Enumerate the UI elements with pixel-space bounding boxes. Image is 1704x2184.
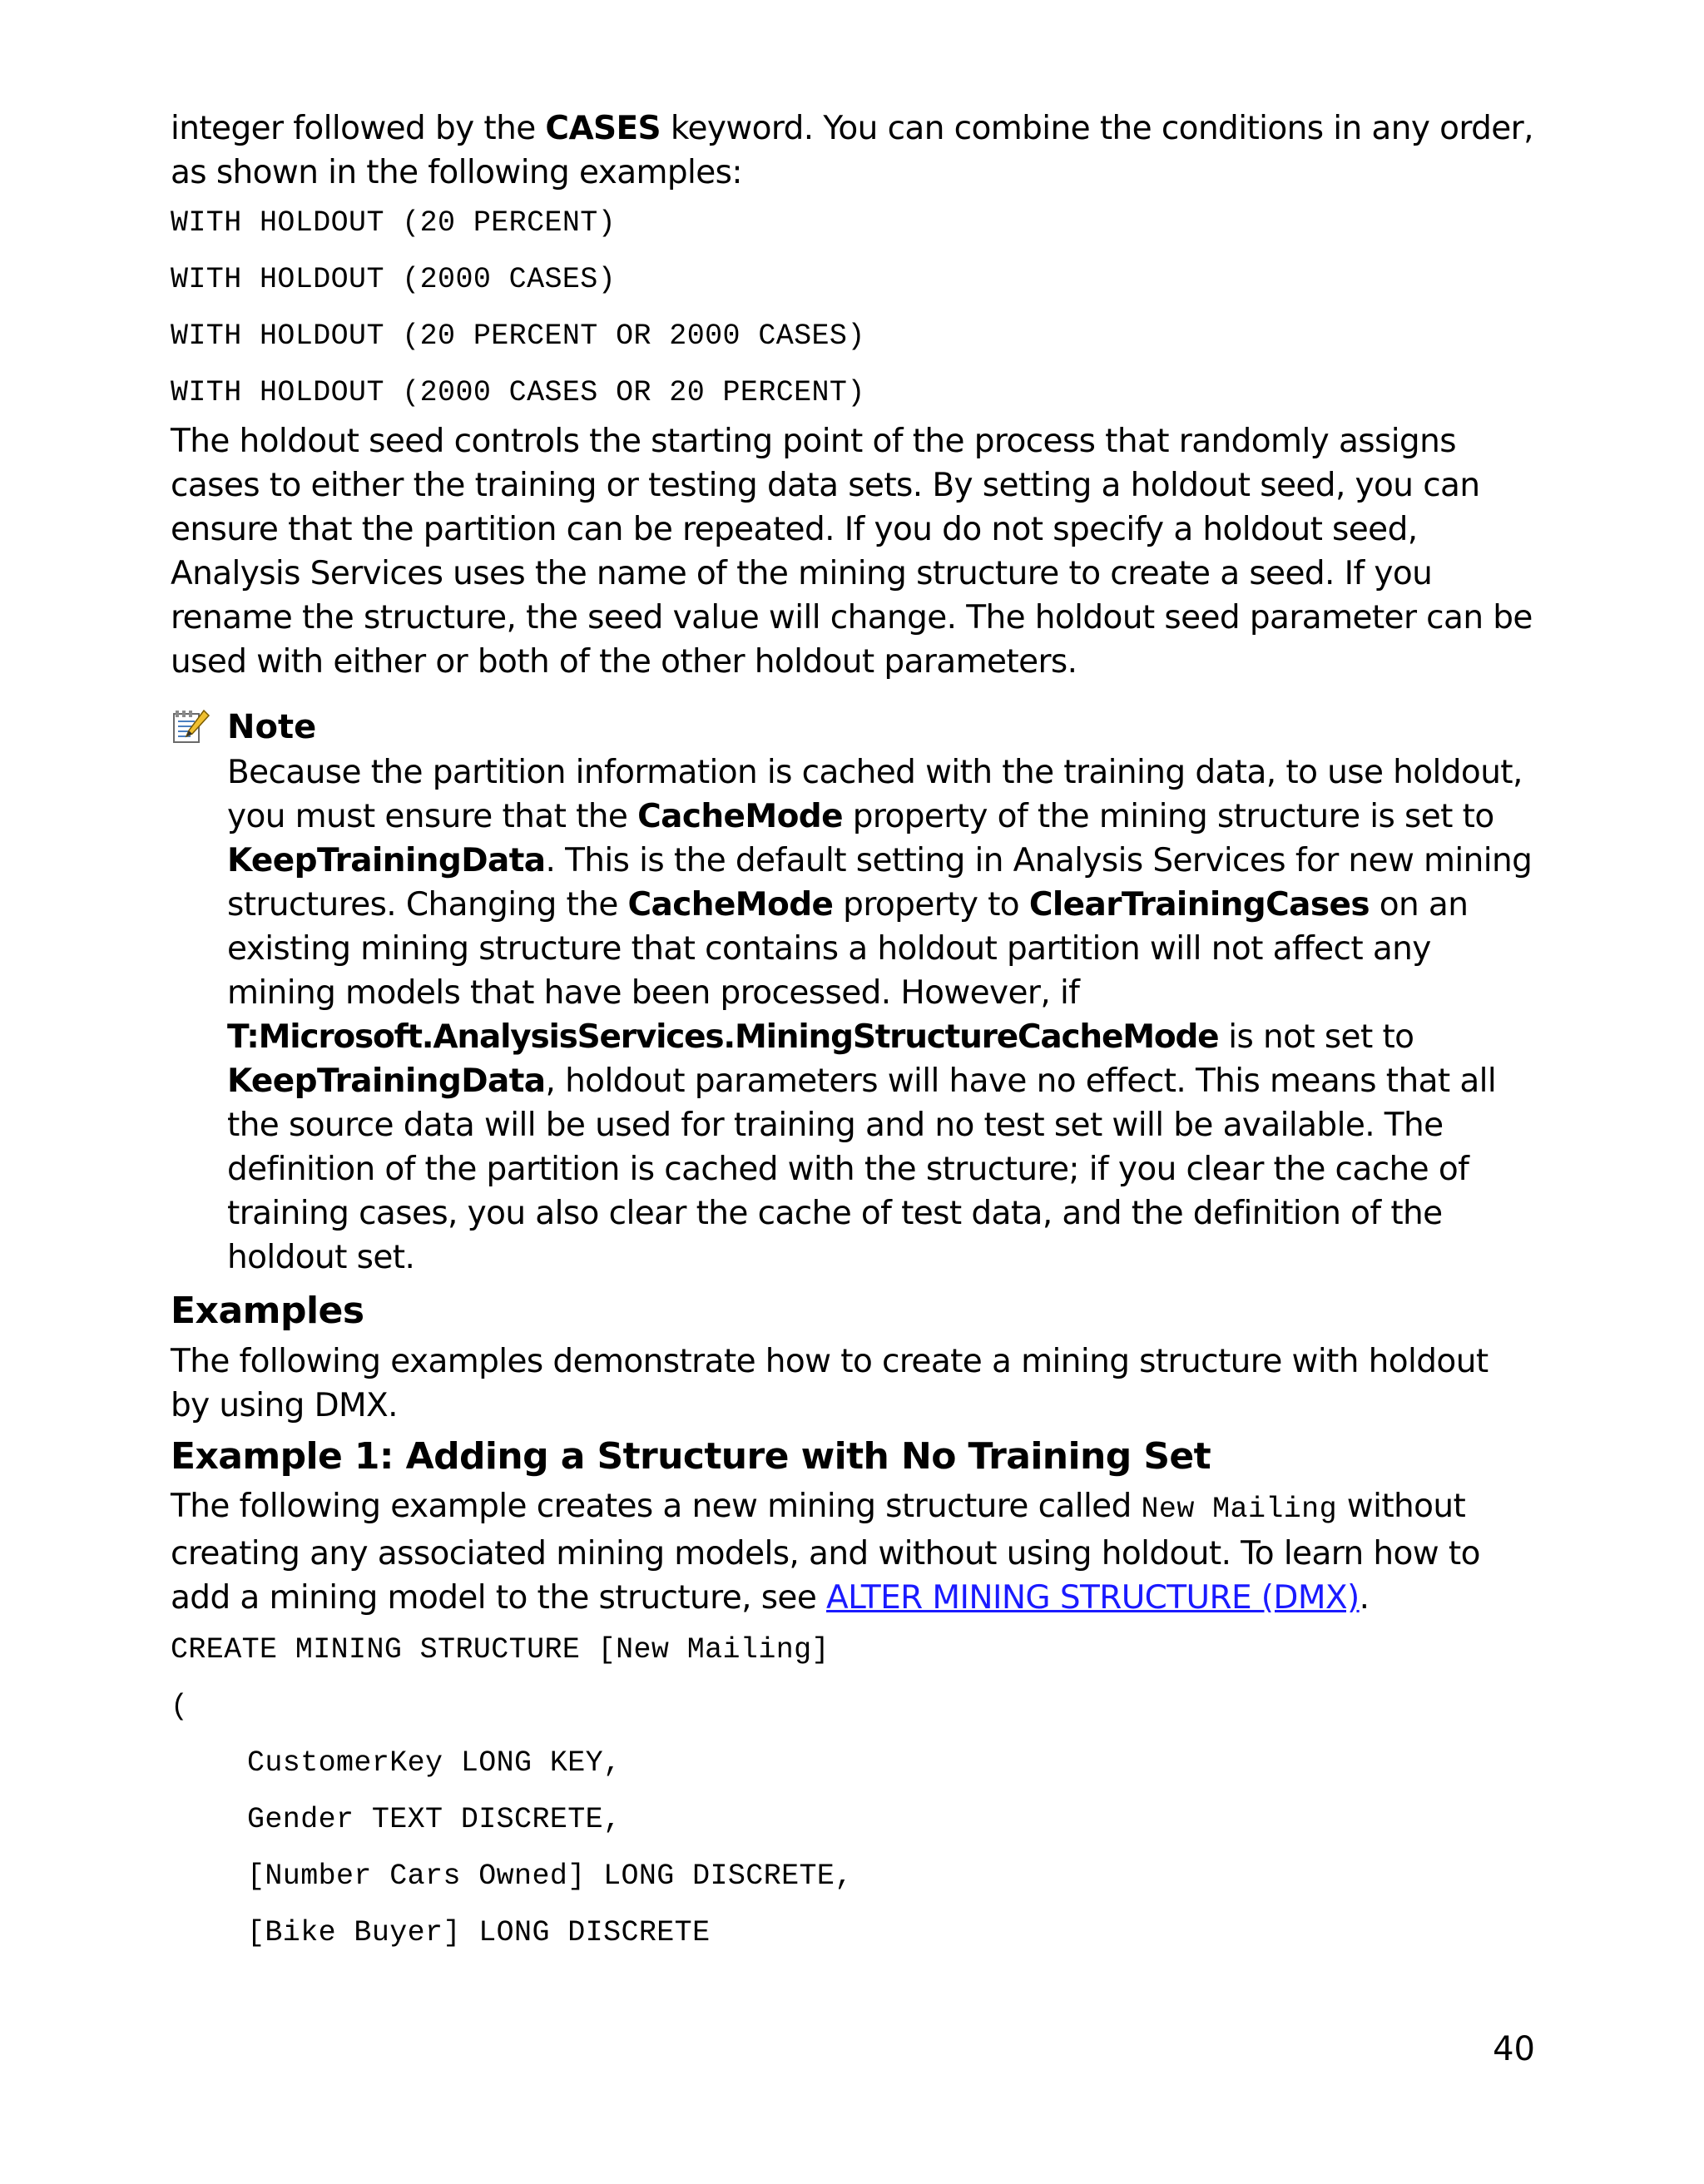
page-number: 40 bbox=[1493, 2030, 1535, 2068]
code-line: CustomerKey LONG KEY, bbox=[247, 1746, 622, 1780]
page-content bbox=[171, 106, 1535, 1949]
example1-paragraph: The following example creates a new mining structure called New Mailing without creating any associated mining models, and without using holdout. To learn how to add a mining model to the structure, see ALTER MINING STRUCTURE (DMX). bbox=[171, 1488, 1480, 1617]
code-line: WITH HOLDOUT (2000 CASES) bbox=[171, 263, 617, 296]
code-line: CREATE MINING STRUCTURE [New Mailing] bbox=[171, 1633, 830, 1666]
holdout-examples bbox=[171, 206, 1535, 409]
code-line: WITH HOLDOUT (2000 CASES OR 20 PERCENT) bbox=[171, 376, 865, 409]
code-line: WITH HOLDOUT (20 PERCENT OR 2000 CASES) bbox=[171, 319, 865, 353]
create-structure-code bbox=[171, 1633, 1535, 1949]
note-block bbox=[171, 707, 1535, 1280]
code-line: [Bike Buyer] LONG DISCRETE bbox=[247, 1916, 711, 1949]
seed-paragraph: The holdout seed controls the starting point of the process that randomly assigns cases to either the training or testing data sets. By setting a holdout seed, you can ensure that the partition can be repeated. If you do not specify a holdout seed, Analysis Services uses the name of the mining structure to create a seed. If you rename the structure, the seed value will change. The holdout seed parameter can be used with either or both of the other holdout parameters. bbox=[171, 423, 1533, 681]
example1-heading: Example 1: Adding a Structure with No Training Set bbox=[171, 1435, 1211, 1478]
note-title: Note bbox=[227, 708, 317, 746]
note-text: Because the partition information is cached with the training data, to use holdout, you must ensure that the CacheMode property of the mining structure is set to KeepTrainingData. This is the default setting in Analysis Services for new mining structures. Changing the CacheMode property to ClearTrainingCases on an existing mining structure that contains a holdout partition will not affect any mining models that have been processed. However, if T:Microsoft.AnalysisServices.MiningStructureCacheMode is not set to KeepTrainingData, holdout parameters will have no effect. This means that all the source data will be used for training and no test set will be available. The definition of the partition is cached with the structure; if you clear the cache of training cases, you also clear the cache of test data, and the definition of the holdout set. bbox=[227, 754, 1533, 1276]
code-line: ( bbox=[171, 1690, 189, 1723]
code-line: Gender TEXT DISCRETE, bbox=[247, 1803, 622, 1836]
note-pencil-icon bbox=[171, 707, 211, 747]
examples-heading: Examples bbox=[171, 1290, 364, 1332]
code-line: [Number Cars Owned] LONG DISCRETE, bbox=[247, 1860, 853, 1893]
intro-paragraph: integer followed by the CASES keyword. You can combine the conditions in any order, as shown in the following examples: bbox=[171, 110, 1533, 191]
alter-mining-structure-link[interactable]: ALTER MINING STRUCTURE (DMX) bbox=[826, 1579, 1360, 1617]
examples-intro: The following examples demonstrate how to create a mining structure with holdout by using DMX. bbox=[171, 1343, 1489, 1424]
code-line: WITH HOLDOUT (20 PERCENT) bbox=[171, 206, 617, 240]
